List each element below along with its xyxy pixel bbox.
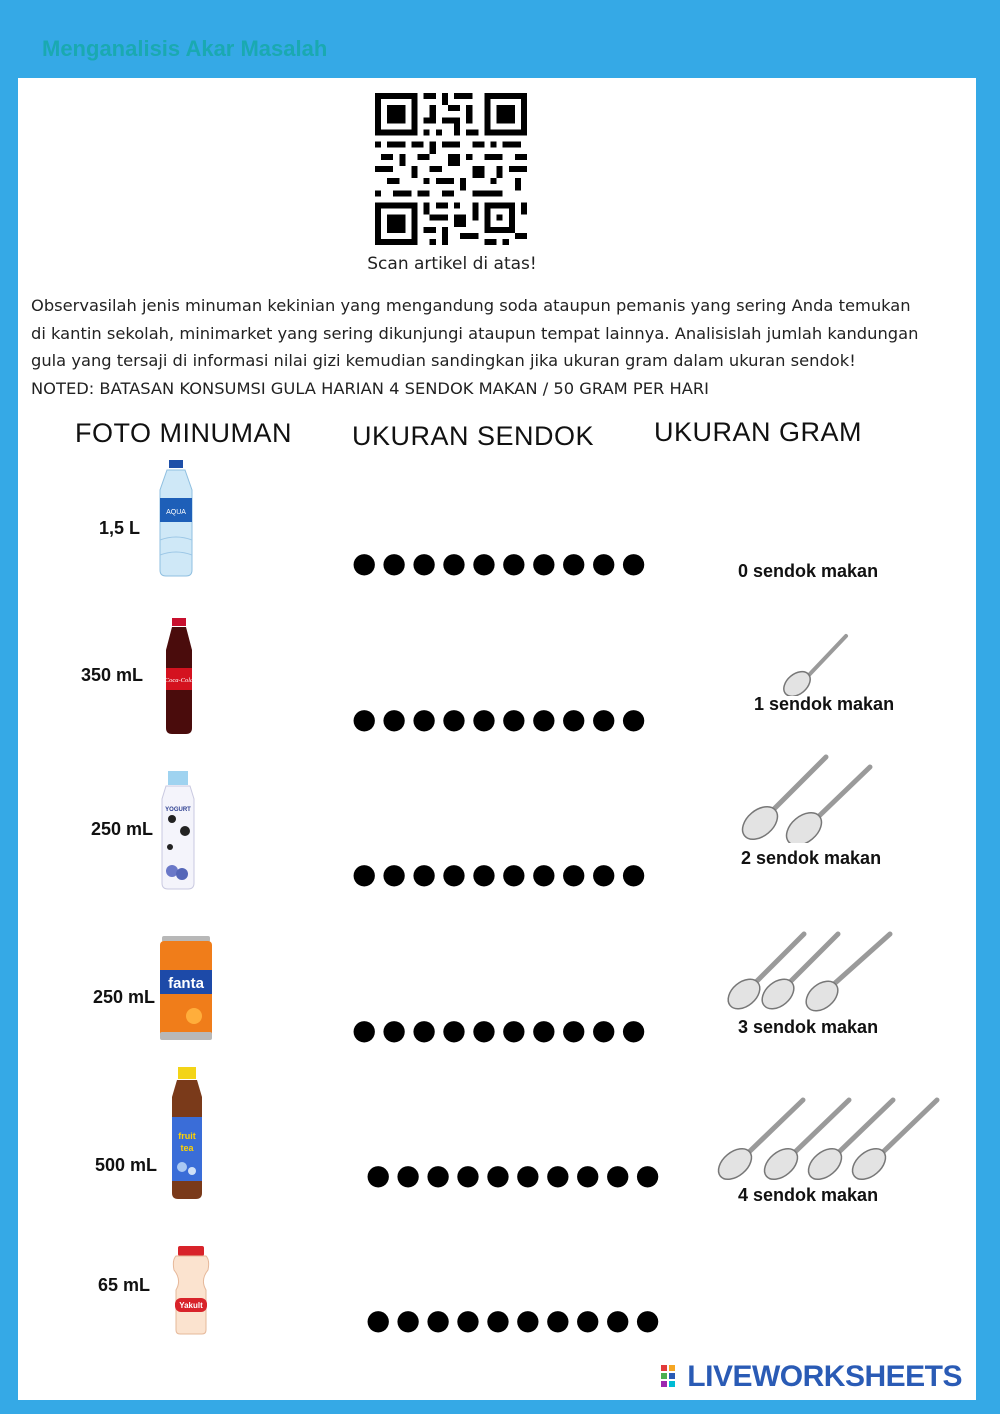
drink-volume: 500 mL <box>94 1155 157 1175</box>
instructions <box>31 292 961 402</box>
spoon-icon <box>738 751 878 843</box>
worksheet <box>18 78 976 1400</box>
page-title: Menganalisis Akar Masalah <box>42 36 328 61</box>
spoon-option-label: 4 sendok makan <box>738 1185 879 1205</box>
spoon-icon <box>780 632 850 696</box>
svg-text:fanta: fanta <box>168 975 204 992</box>
svg-text:YOGURT: YOGURT <box>165 807 191 813</box>
qr-caption: Scan artikel di atas! <box>367 254 537 274</box>
daily-limit-note: NOTED: BATASAN KONSUMSI GULA HARIAN 4 SENDOK MAKAN / 50 GRAM PER HARI <box>31 378 709 398</box>
svg-text:fruit: fruit <box>178 1131 196 1141</box>
spoon-option-label: 1 sendok makan <box>754 694 895 714</box>
drink-volume: 65 mL <box>97 1275 150 1295</box>
drink-volume: 350 mL <box>80 665 143 685</box>
answer-blank[interactable]: ●●●●●●●●●● <box>352 702 652 735</box>
answer-blank[interactable]: ●●●●●●●●●● <box>366 1303 666 1336</box>
instruction-line: Observasilah jenis minuman kekinian yang mengandung soda ataupun pemanis yang sering Anda temukan <box>31 296 911 315</box>
svg-text:Coca-Cola: Coca-Cola <box>164 677 194 684</box>
column-header-gram: UKURAN GRAM <box>654 417 863 447</box>
cola-bottle-image <box>156 618 202 736</box>
svg-text:AQUA: AQUA <box>166 509 186 516</box>
drink-volume: 250 mL <box>92 987 155 1007</box>
yogurt-drink-bottle-image <box>158 771 198 891</box>
spoon-option-label: 3 sendok makan <box>738 1017 879 1037</box>
qr-code <box>375 93 527 245</box>
yakult-bottle-image <box>166 1246 216 1336</box>
spoon-icon <box>726 928 896 1012</box>
answer-blank[interactable]: ●●●●●●●●●● <box>352 546 652 579</box>
column-header-photo: FOTO MINUMAN <box>75 418 292 448</box>
answer-blank[interactable]: ●●●●●●●●●● <box>352 857 652 890</box>
liveworksheets-logo <box>661 1362 962 1392</box>
column-header-spoon: UKURAN SENDOK <box>352 421 595 451</box>
svg-text:Yakult: Yakult <box>179 1301 203 1310</box>
answer-blank[interactable]: ●●●●●●●●●● <box>366 1158 666 1191</box>
orange-soda-can-image <box>158 936 214 1042</box>
spoon-option-label: 2 sendok makan <box>741 848 882 868</box>
drink-volume: 250 mL <box>90 819 153 839</box>
fruit-tea-bottle-image <box>164 1067 210 1201</box>
water-bottle-image <box>152 460 200 578</box>
liveworksheets-logo-icon <box>661 1365 683 1389</box>
logo-text: LIVEWORKSHEETS <box>687 1360 962 1393</box>
instruction-line: di kantin sekolah, minimarket yang sering dikunjungi ataupun tempat lainnya. Analisislah jumlah kandungan <box>31 323 919 343</box>
drink-volume: 1,5 L <box>98 518 140 538</box>
answer-blank[interactable]: ●●●●●●●●●● <box>352 1013 652 1046</box>
instruction-line: gula yang tersaji di informasi nilai gizi kemudian sandingkan jika ukuran gram dalam ukuran sendok! <box>31 351 856 370</box>
svg-text:tea: tea <box>180 1143 194 1153</box>
spoon-icon <box>715 1094 941 1182</box>
spoon-option-label: 0 sendok makan <box>738 561 879 581</box>
